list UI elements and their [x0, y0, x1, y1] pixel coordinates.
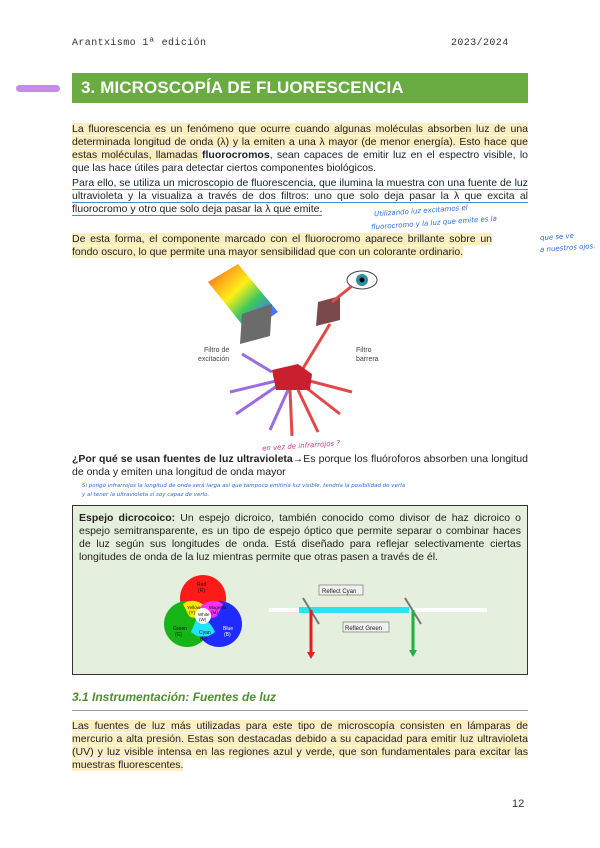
- p4-bold: ¿Por qué se usan fuentes de luz ultravioleta: [72, 453, 293, 465]
- p2-text: Para ello, se utiliza un microscopio de fluorescencia, que ilumina la muestra con una fuente de luz ultravioleta y la visualiza a través de dos filtros: uno que solo deja pasar la λ que excita al fluorocromo y otro que solo deja pasar la λ que emite.: [72, 177, 528, 215]
- circle-magenta-code: (M): [211, 610, 218, 615]
- p1-end: , sean capaces de emitir luz en el espectro visible, lo que las hace útiles para detectar ciertos componentes biológicos.: [72, 149, 528, 174]
- p3-text: De esta forma, el componente marcado con el fluorocromo aparece brillante sobre un fondo oscuro, lo que permite una mayor sensibilidad que con un colorante ordinario.: [72, 233, 492, 258]
- handwritten-note-7: y al tener la ultravioleta sí soy capaz de verlo.: [82, 492, 210, 498]
- fluorescence-filter-diagram: [180, 262, 420, 442]
- header-right: 2023/2024: [451, 38, 509, 49]
- reflect-cyan-label: Reflect Cyan: [322, 589, 357, 595]
- filter-excitation-label-2: excitación: [198, 356, 230, 363]
- circle-blue-label: Blue: [223, 626, 234, 632]
- circle-white-label: White: [198, 612, 210, 617]
- handwritten-note-6: Si pongo infrarrojos la longitud de onda será larga así que tampoco emitiría luz visible, tendría la posibilidad de verla: [82, 483, 406, 489]
- reflect-green-label: Reflect Green: [345, 626, 383, 632]
- page-number: 12: [512, 798, 525, 810]
- circle-white-code: (W): [199, 617, 207, 622]
- circle-yellow-label: Yellow: [187, 605, 200, 610]
- handwritten-note-2: fluorocromo y la luz que emite es la: [370, 214, 498, 232]
- filter-barrier-label-2: barrera: [356, 356, 379, 363]
- circle-cyan-label: Cyan: [199, 630, 211, 636]
- paragraph-4: [72, 453, 528, 479]
- circle-red-code: (R): [198, 588, 205, 594]
- box-text: Un espejo dicroico, también conocido como divisor de haz dicroico o espejo semitransparente, es un tipo de espejo óptico que permite separar o combinar haces de luz según sus longitudes de onda. Está diseñado para reflejar selectivamente ciertas longitudes de onda de la luz mientras permite que otras pasen a través de él.: [79, 512, 522, 563]
- circle-red-label: Red: [197, 582, 207, 588]
- barrier-filter: [316, 296, 340, 326]
- handwritten-note-4: a nuestros ojos.: [539, 242, 596, 254]
- filter-excitation-label-1: Filtro de: [204, 347, 230, 354]
- p1-text: La fluorescencia es un fenómeno que ocurre cuando algunas moléculas absorben luz de una determinada longitud de onda (λ) y la emiten a una λ mayor (de menor energía). Esto hace que estas moléculas, llamadas: [72, 123, 528, 161]
- circle-magenta-label: Magenta: [209, 605, 227, 610]
- circle-cyan-code: (C): [200, 636, 207, 642]
- section-title: 3. MICROSCOPÍA DE FLUORESCENCIA: [72, 73, 528, 103]
- box-title: Espejo dicrocoico:: [79, 512, 176, 524]
- circle-yellow-code: (Y): [189, 610, 195, 615]
- specimen-sample: [272, 364, 312, 390]
- dichroic-mirror-box: [72, 505, 528, 675]
- circle-blue-code: (B): [224, 632, 231, 638]
- p5-text: Las fuentes de luz más utilizadas para este tipo de microscopía consisten en lámparas de mercurio a alta presión. Estas son destacadas debido a su capacidad para emitir luz ultravioleta (UV) y luz visible intensa en las regiones azul y verde, que son fundamentales para excitar las muestras fluorescentes.: [72, 720, 528, 771]
- rgb-color-circles: [163, 568, 243, 660]
- filter-barrier-label-1: Filtro: [356, 347, 372, 354]
- paragraph-1: [72, 123, 528, 175]
- handwritten-note-3: que se ve: [539, 231, 575, 243]
- p1-bold: fluorocromos: [202, 149, 270, 161]
- handwritten-note-1: Utilizando luz excitamos el: [373, 203, 468, 219]
- header-left: Arantxismo 1ª edición: [72, 38, 207, 49]
- circle-green-code: (G): [175, 632, 183, 638]
- subsection-divider: [72, 710, 528, 711]
- handwritten-note-5: en vez de infrarrojos ?: [261, 439, 341, 453]
- box-paragraph: [79, 512, 521, 564]
- paragraph-3: [72, 233, 492, 259]
- paragraph-5: [72, 720, 528, 772]
- p4-text: →Es porque los fluóroforos absorben una longitud de onda y emiten una longitud de onda mayor: [72, 453, 528, 478]
- subsection-title: 3.1 Instrumentación: Fuentes de luz: [72, 690, 277, 704]
- highlight-mark: [16, 85, 60, 92]
- circle-green-label: Green: [173, 626, 187, 632]
- dichroic-mirror-diagram: [269, 568, 515, 660]
